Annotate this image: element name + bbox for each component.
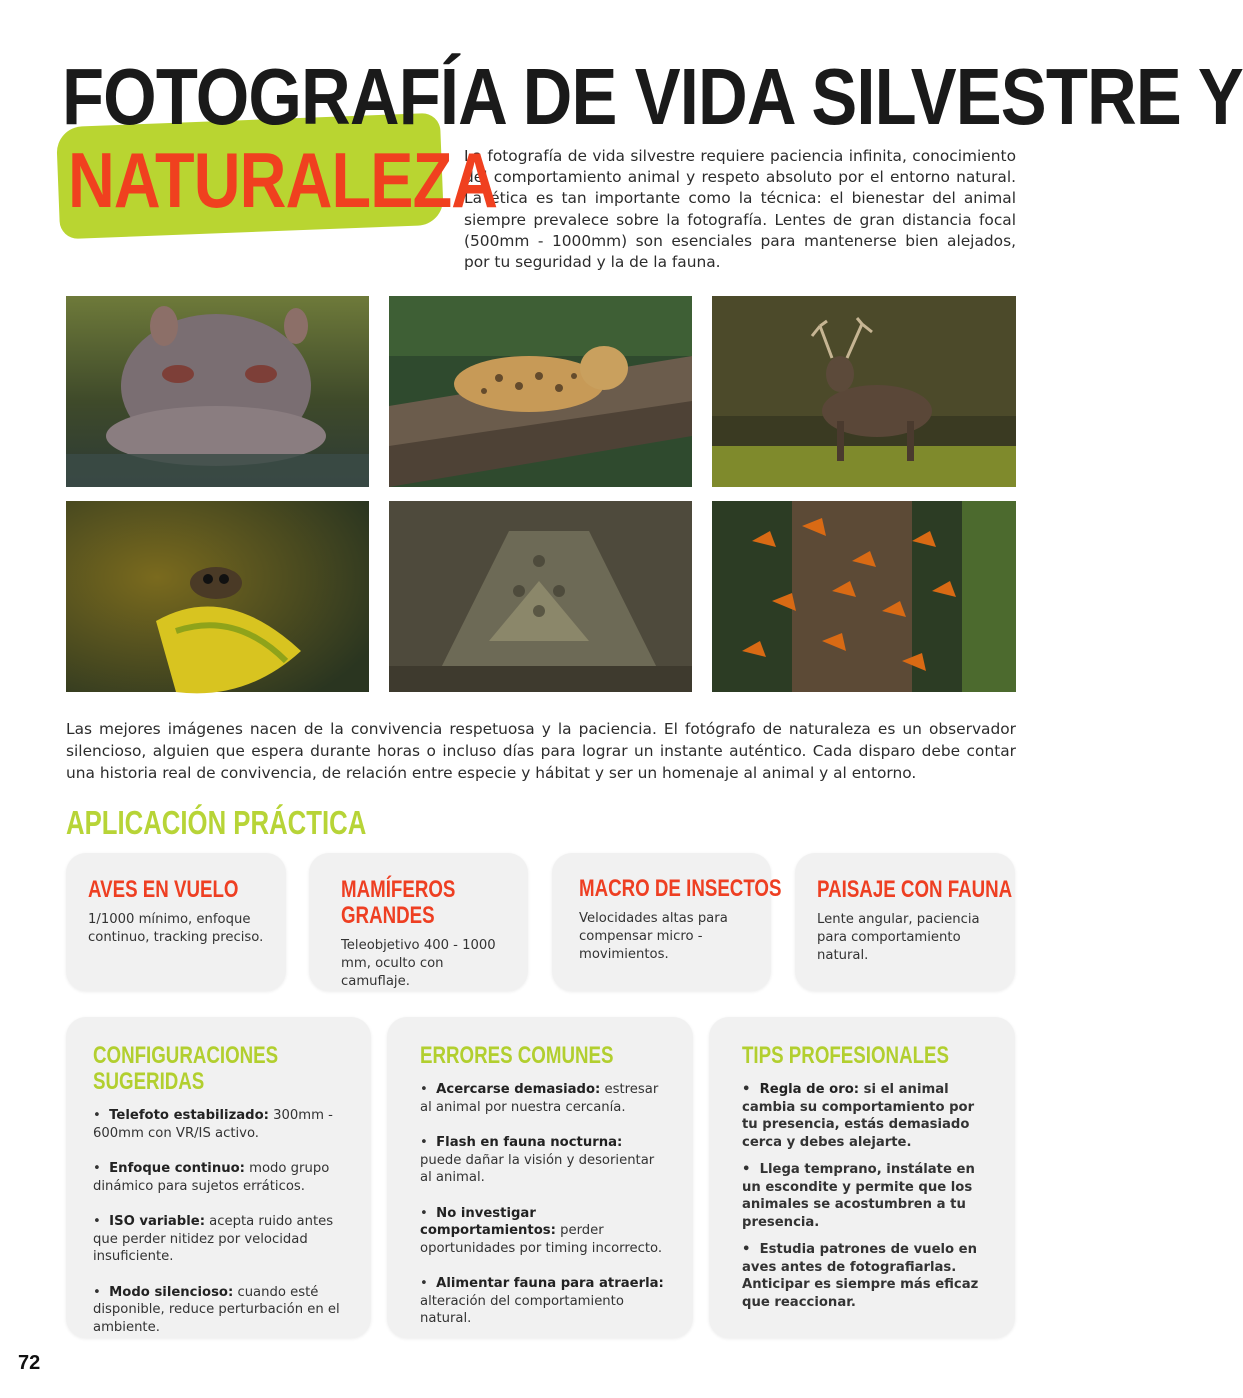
card-text: 1/1000 mínimo, enfoque continuo, tracking preciso. <box>88 912 264 945</box>
card-text: Lente angular, paciencia para comportamiento natural. <box>817 912 980 963</box>
card-paisaje-con-fauna <box>795 853 1015 991</box>
photo-jaguar <box>389 296 692 487</box>
section-title: APLICACIÓN PRÁCTICA <box>66 804 367 841</box>
tips-list <box>742 1081 985 1311</box>
photo-spider <box>66 501 369 692</box>
card-tips-profesionales <box>709 1017 1015 1338</box>
card-title: CONFIGURACIONES <box>93 1042 279 1069</box>
list-item: • Regla de oro: si el animal cambia su comportamiento por tu presencia, estás demasiado cerca y debes alejarte. <box>742 1082 975 1150</box>
page-title: FOTOGRAFÍA DE VIDA SILVESTRE Y <box>62 52 1243 141</box>
card-configuraciones <box>66 1017 371 1338</box>
card-title-line2: GRANDES <box>341 902 435 929</box>
card-text: Teleobjetivo 400 - 1000 mm, oculto con camuflaje. <box>341 938 496 989</box>
card-text: Velocidades altas para compensar micro - movimientos. <box>579 911 728 962</box>
body-paragraph: Las mejores imágenes nacen de la convivencia respetuosa y la paciencia. El fotógrafo de naturaleza es un observador silencioso, alguien que espera durante horas o incluso días para lograr un instante auténtico. Cada disparo debe contar una historia real de convivencia, de relación entre especie y hábitat y ser un homenaje al animal y al entorno. <box>66 720 1016 782</box>
card-title-line2: SUGERIDAS <box>93 1068 205 1095</box>
card-macro-de-insectos <box>552 853 782 991</box>
card-title: MACRO DE INSECTOS <box>579 875 782 902</box>
card-title: PAISAJE CON FAUNA <box>817 876 1013 903</box>
list-item: • Llega temprano, instálate en un escondite y permite que los animales se acostumbren a tu presencia. <box>742 1162 975 1230</box>
list-item: • Alimentar fauna para atraerla: alteración del comportamiento natural. <box>420 1276 664 1326</box>
card-title: MAMÍFEROS <box>341 876 456 903</box>
photo-grid <box>66 296 1016 692</box>
errors-list <box>420 1081 667 1328</box>
list-item: • Enfoque continuo: modo grupo dinámico para sujetos erráticos. <box>93 1161 330 1194</box>
list-item: • Modo silencioso: cuando esté disponible, reduce perturbación en el ambiente. <box>93 1284 340 1335</box>
card-mamiferos-grandes <box>309 853 528 991</box>
list-item: • Telefoto estabilizado: 300mm - 600mm con VR/IS activo. <box>93 1108 333 1141</box>
card-title: AVES EN VUELO <box>88 876 239 903</box>
photo-deer <box>712 296 1016 487</box>
list-item: • ISO variable: acepta ruido antes que perder nitidez por velocidad insuficiente. <box>93 1214 334 1264</box>
list-item: • Estudia patrones de vuelo en aves antes de fotografiarlas. Anticipar es siempre más eficaz que reaccionar. <box>742 1242 979 1310</box>
config-list <box>93 1107 345 1336</box>
card-title: ERRORES COMUNES <box>420 1042 614 1069</box>
card-errores-comunes <box>387 1017 693 1338</box>
page-number: 72 <box>18 1352 41 1374</box>
photo-butterflies <box>712 501 1016 692</box>
list-item: • Acercarse demasiado: estresar al animal por nuestra cercanía. <box>420 1082 659 1115</box>
page-title-highlighted-word: NATURALEZA <box>68 136 498 224</box>
photo-hippo <box>66 296 369 487</box>
list-item: • No investigar comportamientos: perder oportunidades por timing incorrecto. <box>420 1205 663 1256</box>
card-aves-en-vuelo <box>66 853 286 991</box>
card-title: TIPS PROFESIONALES <box>742 1042 949 1069</box>
intro-paragraph: La fotografía de vida silvestre requiere paciencia infinita, conocimiento del comportamiento animal y respeto absoluto por el entorno natural. La ética es tan importante como la técnica: el bienestar del animal siempre prevalece sobre la fotografía. Lentes de gran distancia focal (500mm - 1000mm) son esenciales para mantenerse bien alejados, por tu seguridad y la de la fauna. <box>464 147 1016 272</box>
photo-crocodile <box>389 501 692 692</box>
list-item: • Flash en fauna nocturna: puede dañar la visión y desorientar al animal. <box>420 1135 655 1185</box>
